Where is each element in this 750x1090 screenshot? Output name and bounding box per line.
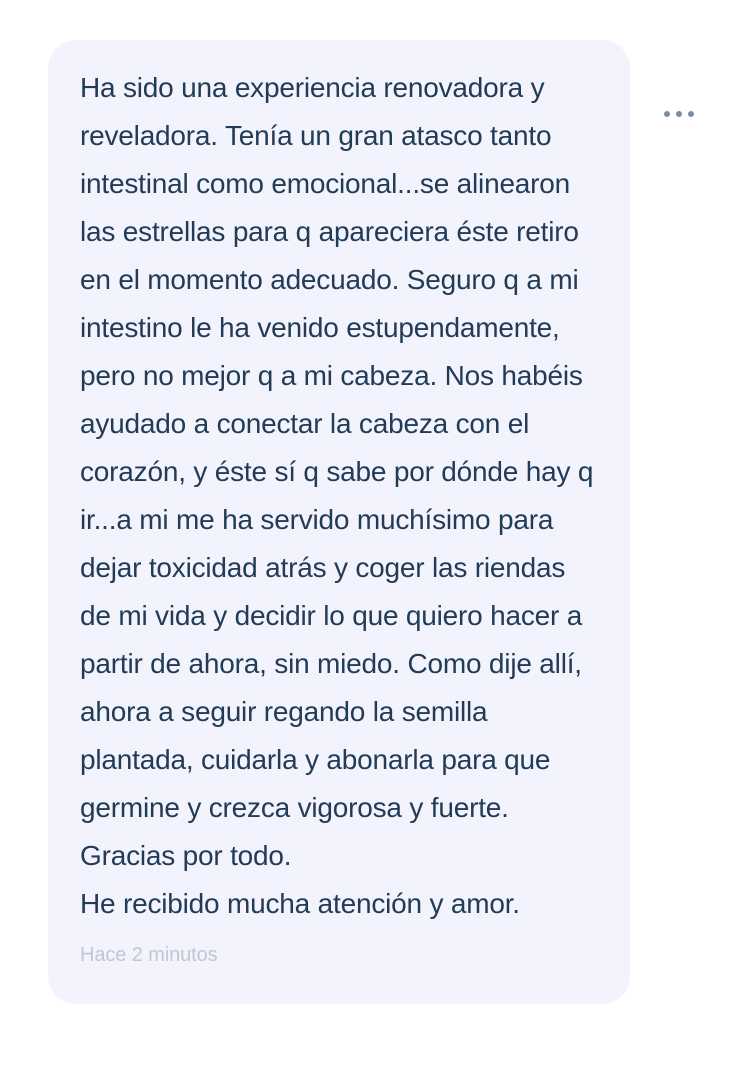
message-bubble <box>48 40 630 1004</box>
more-options-button[interactable] <box>652 98 706 130</box>
more-horizontal-icon <box>659 109 699 119</box>
message-text: Ha sido una experiencia renovadora y reveladora. Tenía un gran atasco tanto intestinal como emocional...se alinearon las estrellas para q apareciera éste retiro en el momento adecuado. Seguro q a mi intestino le ha venido estupendamente, pero no mejor q a mi cabeza. Nos habéis ayudado a conectar la cabeza con el corazón, y éste sí q sabe por dónde hay q ir...a mi me ha servido muchísimo para dejar toxicidad atrás y coger las riendas de mi vida y decidir lo que quiero hacer a partir de ahora, sin miedo. Como dije allí, ahora a seguir regando la semilla plantada, cuidarla y abonarla para que germine y crezca vigorosa y fuerte. Gracias por todo. He recibido mucha atención y amor. <box>80 72 594 919</box>
message-timestamp: Hace 2 minutos <box>80 944 218 966</box>
